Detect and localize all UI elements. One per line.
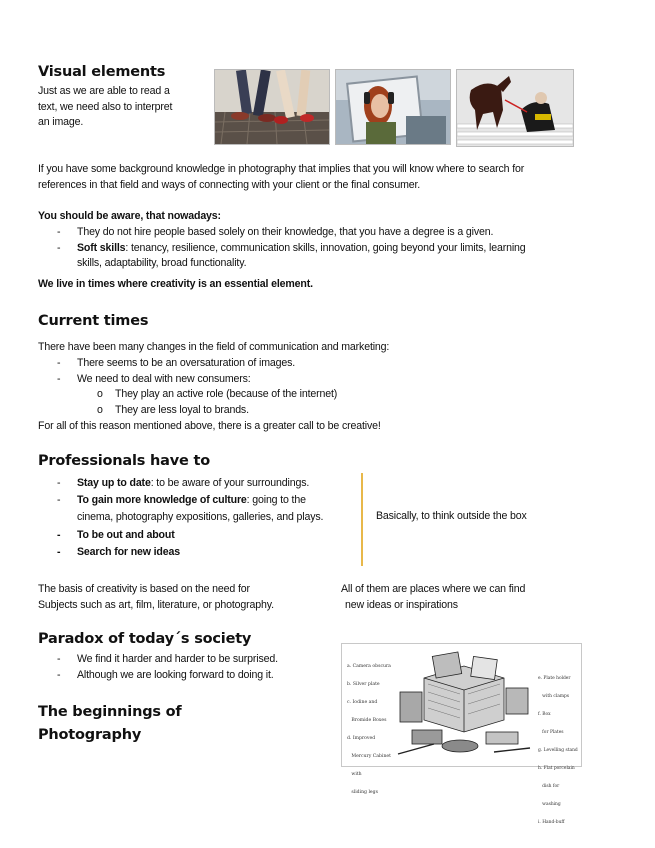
paradox-list xyxy=(57,652,278,683)
list-item-bold: Soft skills xyxy=(77,241,126,254)
list-item-bold: Stay up to date xyxy=(77,477,151,489)
list-item-text: They are less loyal to brands. xyxy=(115,403,249,416)
photo-woman-headphones xyxy=(335,69,451,145)
intro-line: an image. xyxy=(38,116,84,129)
list-item-text: Search for new ideas xyxy=(77,545,180,558)
illustration-label: i. Hand-buff xyxy=(538,820,565,825)
aware-title: You should be aware, that nowadays: xyxy=(38,210,221,222)
heading-paradox: Paradox of today´s society xyxy=(38,631,252,647)
list-item-text: Although we are looking forward to doing it. xyxy=(77,668,274,681)
sub-list-item xyxy=(97,387,338,403)
illustration-label: with xyxy=(347,772,362,777)
dash-bullet: - xyxy=(57,668,61,681)
intro-paragraph xyxy=(38,84,172,131)
heading-current-times: Current times xyxy=(38,313,149,329)
paragraph-line: All of them are places where we can find xyxy=(341,583,526,595)
professionals-list xyxy=(57,475,367,561)
list-item-continuation: cinema, photography expositions, galleries, and plays. xyxy=(77,511,324,524)
photo-walking-legs xyxy=(214,69,330,145)
list-item xyxy=(57,652,278,668)
list-item-text: To be out and about xyxy=(77,528,175,541)
list-item xyxy=(57,356,337,372)
illustration-label: g. Levelling stand xyxy=(538,748,578,753)
list-item-text: : to be aware of your surroundings. xyxy=(150,477,310,489)
illustration-label: Bromide Boxes xyxy=(347,718,387,723)
list-item-text: : going to the xyxy=(246,494,306,507)
intro-line: Just as we are able to read a xyxy=(38,85,170,97)
illustration-label: sliding legs xyxy=(347,790,378,795)
dash-bullet: - xyxy=(57,494,61,507)
list-item xyxy=(57,475,367,492)
dash-bullet: - xyxy=(57,226,61,238)
illustration-label: h. Flat porcelain xyxy=(538,766,575,771)
list-item-text: We find it harder and harder to be surprised. xyxy=(77,653,278,665)
paragraph-line: The basis of creativity is based on the need for xyxy=(38,583,250,595)
list-item-text: There seems to be an oversaturation of images. xyxy=(77,357,296,369)
list-item xyxy=(57,225,617,241)
camera-equipment-engraving xyxy=(394,648,534,762)
current-times-list xyxy=(57,356,338,418)
list-item-continuation: skills, adaptability, broad functionality. xyxy=(77,257,247,270)
circle-bullet: o xyxy=(97,388,103,401)
paragraph-line: Subjects such as art, film, literature, or photography. xyxy=(38,598,274,611)
daguerreotype-illustration xyxy=(341,643,582,825)
current-times-closing: For all of this reason mentioned above, there is a greater call to be creative! xyxy=(38,420,381,432)
sub-list-item xyxy=(97,403,337,419)
background-paragraph xyxy=(38,162,524,193)
list-item-text: : tenancy, resilience, communication skills, innovation, going beyond your limits, learning xyxy=(125,241,526,254)
heading-line: Photography xyxy=(38,727,142,743)
illustration-label: for Plates xyxy=(538,730,564,735)
circle-bullet: o xyxy=(97,403,103,416)
dash-bullet: - xyxy=(57,477,61,489)
illustration-label: Mercury Cabinet xyxy=(347,754,391,759)
dash-bullet: - xyxy=(57,653,61,665)
bracket-divider xyxy=(361,473,363,566)
paragraph-line: new ideas or inspirations xyxy=(345,598,458,611)
dash-bullet: - xyxy=(57,241,61,254)
list-item-bold: To gain more knowledge of culture xyxy=(77,494,247,507)
aware-closing: We live in times where creativity is an essential element. xyxy=(38,278,313,290)
dash-bullet: - xyxy=(57,545,61,558)
list-item xyxy=(57,544,367,561)
aware-list xyxy=(57,225,617,272)
creativity-basis-left xyxy=(38,582,274,613)
heading-beginnings xyxy=(38,701,182,747)
heading-line: The beginnings of xyxy=(38,704,182,720)
illustration-label: e. Plate holder xyxy=(538,676,571,681)
intro-line: text, we need also to interpret xyxy=(38,100,173,113)
illustration-label: washing xyxy=(538,802,561,807)
illustration-label: c. Iodine and xyxy=(347,700,378,705)
heading-visual-elements: Visual elements xyxy=(38,64,166,80)
side-note: Basically, to think outside the box xyxy=(376,510,527,522)
illustration-label: d. Improved xyxy=(347,736,376,741)
list-item xyxy=(57,527,367,544)
illustration-label: a. Camera obscura xyxy=(347,664,391,669)
creativity-basis-right xyxy=(341,582,525,613)
list-item xyxy=(57,241,617,257)
list-item-text: They do not hire people based solely on their knowledge, that you have a degree is a given. xyxy=(77,226,494,238)
list-item-text: They play an active role (because of the internet) xyxy=(115,388,338,401)
dash-bullet: - xyxy=(57,528,61,541)
paragraph-line: If you have some background knowledge in photography that implies that you will know where to search for xyxy=(38,163,525,175)
heading-professionals: Professionals have to xyxy=(38,453,210,469)
illustration-label: dish for xyxy=(538,784,560,789)
current-times-intro: There have been many changes in the field of communication and marketing: xyxy=(38,341,390,353)
paragraph-line: references in that field and ways of connecting with your client or the final consumer. xyxy=(38,178,421,191)
list-item xyxy=(57,492,367,509)
illustration-left-labels xyxy=(347,652,391,808)
dash-bullet: - xyxy=(57,357,61,369)
illustration-label: b. Silver plate xyxy=(347,682,380,687)
list-item xyxy=(57,372,337,388)
illustration-label: with clamps xyxy=(538,694,570,699)
dash-bullet: - xyxy=(57,372,61,385)
illustration-right-labels xyxy=(538,664,578,838)
illustration-label: f. Box xyxy=(538,712,551,717)
list-item xyxy=(57,668,278,684)
photo-horse-rider xyxy=(456,69,574,147)
list-item-text: We need to deal with new consumers: xyxy=(77,372,251,385)
